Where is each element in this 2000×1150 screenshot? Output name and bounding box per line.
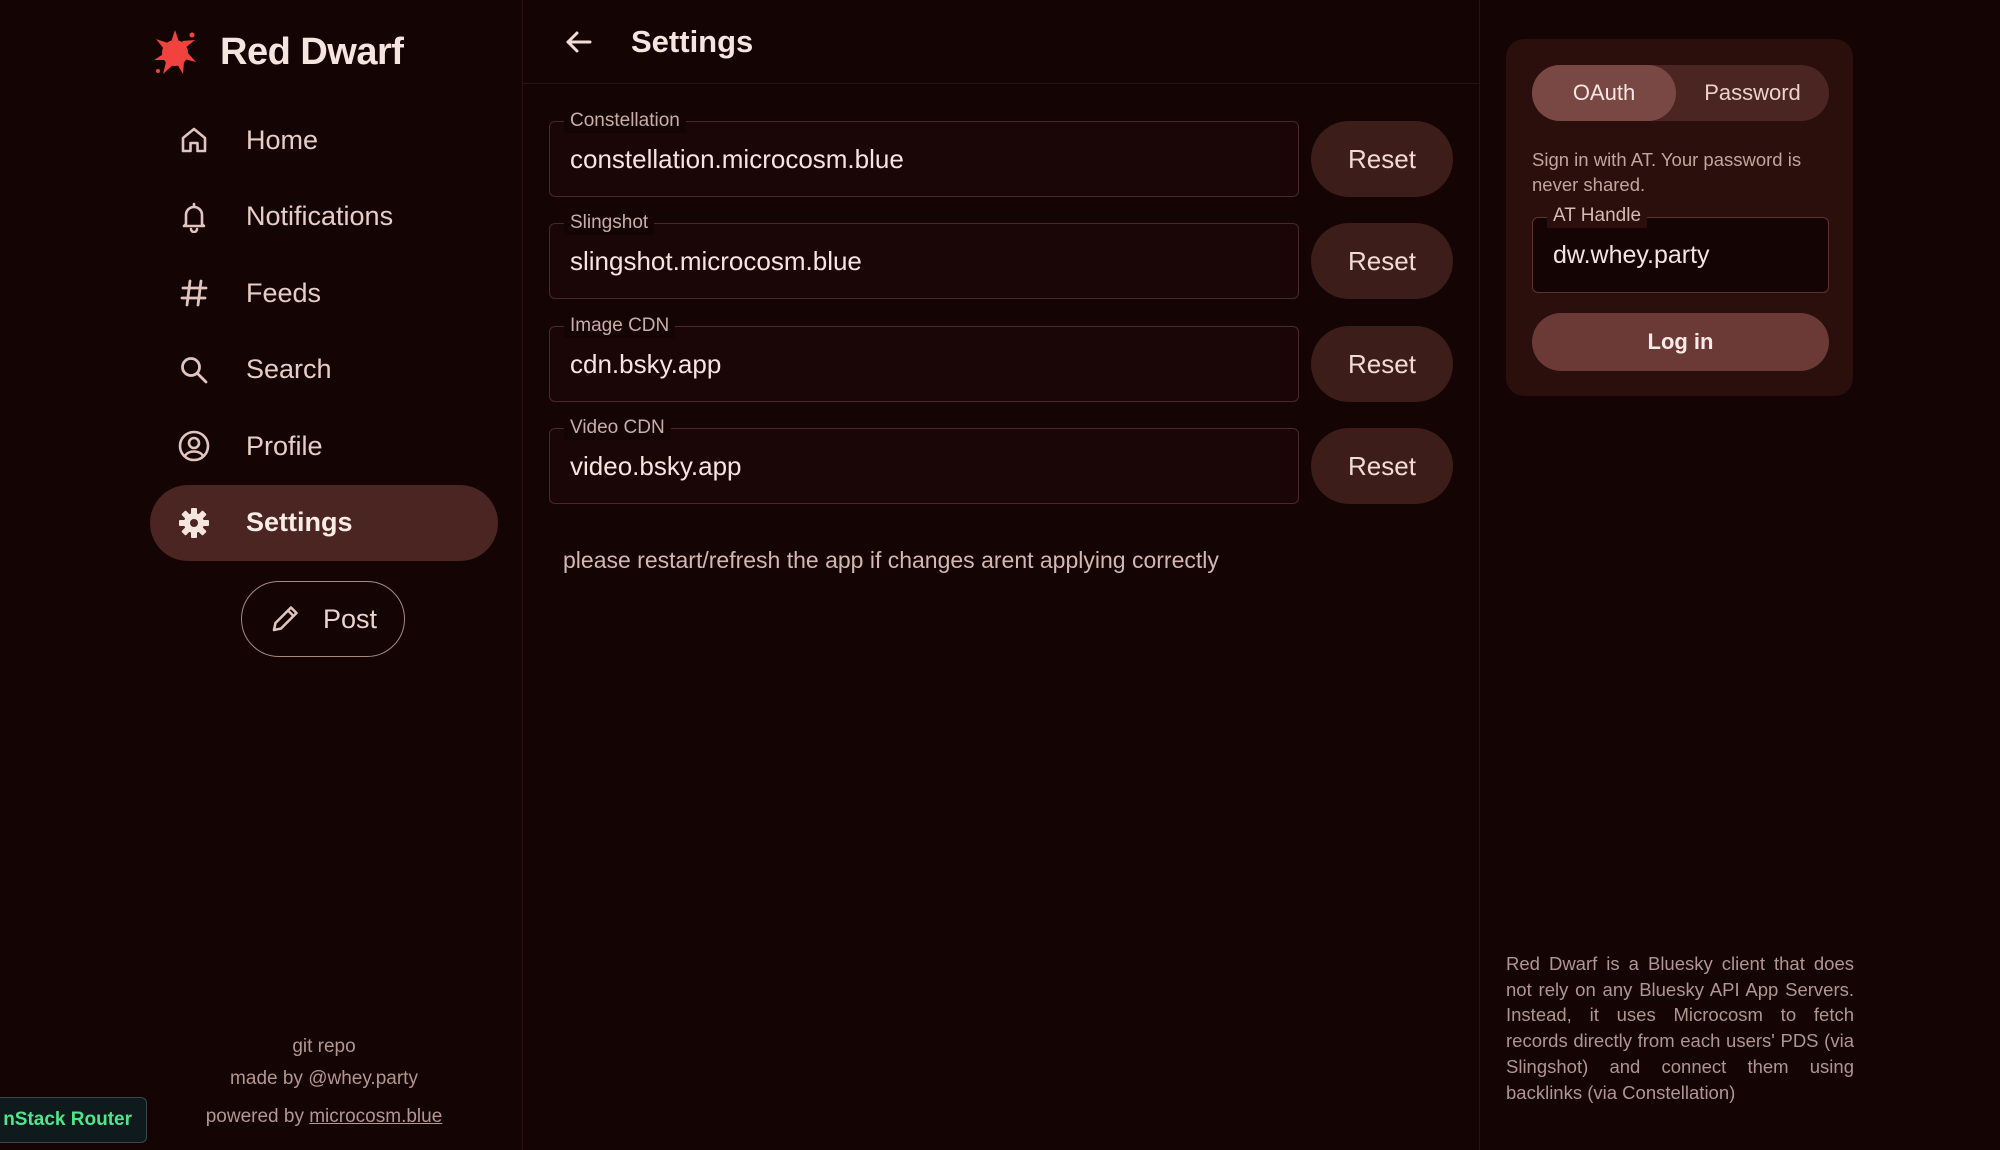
handle-input[interactable]	[1551, 218, 1811, 292]
nav-item-label: Profile	[246, 430, 323, 461]
field-label: Image CDN	[564, 314, 675, 338]
nav-item-label: Settings	[246, 507, 353, 538]
image-cdn-field	[549, 315, 1299, 402]
brand[interactable]	[150, 24, 403, 80]
nav-item-notifications[interactable]	[150, 179, 498, 255]
nav-item-label: Feeds	[246, 277, 322, 308]
setting-row-video-cdn	[549, 417, 1457, 504]
microcosm-link[interactable]: microcosm.blue	[309, 1106, 443, 1127]
nav-item-feeds[interactable]	[150, 255, 498, 331]
sidebar	[0, 0, 523, 1150]
right-panel	[1480, 0, 2000, 1150]
red-star-icon	[150, 27, 200, 77]
brand-name: Red Dwarf	[220, 30, 404, 73]
slingshot-field	[549, 212, 1299, 299]
nav-item-settings[interactable]	[150, 485, 498, 561]
pencil-icon	[269, 601, 303, 638]
reset-button[interactable]: Reset	[1311, 223, 1453, 299]
powered-by-prefix: powered by	[205, 1106, 310, 1127]
login-button[interactable]: Log in	[1532, 313, 1829, 371]
setting-row-image-cdn	[549, 315, 1457, 402]
main-nav	[150, 102, 498, 562]
setting-row-constellation	[549, 110, 1457, 197]
handle-label: AT Handle	[1547, 204, 1647, 228]
video-cdn-field	[549, 417, 1299, 504]
restart-notice: please restart/refresh the app if changes arent applying correctly	[563, 547, 1219, 573]
page-title: Settings	[631, 23, 754, 59]
git-repo-link[interactable]: git repo	[292, 1036, 356, 1057]
image-cdn-input[interactable]	[568, 327, 1268, 401]
powered-by	[150, 1106, 498, 1128]
reset-button[interactable]: Reset	[1311, 121, 1453, 197]
bell-icon	[174, 197, 214, 237]
back-arrow-icon[interactable]	[559, 22, 599, 62]
constellation-input[interactable]	[568, 122, 1268, 196]
made-by-text[interactable]: made by @whey.party	[230, 1068, 418, 1089]
nav-item-search[interactable]	[150, 332, 498, 408]
devtools-router-label: nStack Router	[3, 1109, 132, 1130]
post-button-label: Post	[322, 603, 378, 634]
slingshot-input[interactable]	[568, 224, 1268, 298]
field-label: Constellation	[564, 109, 686, 133]
video-cdn-input[interactable]	[568, 429, 1268, 503]
reset-button[interactable]: Reset	[1311, 326, 1453, 402]
nav-item-label: Notifications	[246, 201, 394, 232]
nav-item-home[interactable]	[150, 102, 498, 178]
gear-icon	[174, 503, 214, 543]
about-text: Red Dwarf is a Bluesky client that does not rely on any Bluesky API App Servers. Instead, it uses Microcosm to fetch records directly from each users' PDS (via Slingshot) and connect them using backlinks (via Constellation)	[1506, 953, 1854, 1103]
hash-icon	[174, 273, 214, 313]
field-label: Video CDN	[564, 416, 671, 440]
login-description: Sign in with AT. Your password is never shared.	[1532, 149, 1802, 195]
devtools-router-badge[interactable]	[0, 1097, 147, 1143]
profile-icon	[174, 426, 214, 466]
home-icon	[174, 120, 214, 160]
constellation-field	[549, 110, 1299, 197]
auth-method-toggle	[1532, 65, 1829, 121]
oauth-tab[interactable]: OAuth	[1532, 65, 1676, 121]
nav-item-label: Search	[246, 354, 332, 385]
reset-button[interactable]: Reset	[1311, 428, 1453, 504]
search-icon	[174, 350, 214, 390]
settings-panel	[523, 0, 1480, 1150]
nav-item-label: Home	[246, 124, 319, 155]
settings-header	[523, 0, 1479, 84]
login-card	[1506, 39, 1853, 396]
password-tab[interactable]: Password	[1704, 80, 1801, 105]
field-label: Slingshot	[564, 211, 654, 235]
post-button[interactable]	[241, 581, 405, 657]
nav-item-profile[interactable]	[150, 408, 498, 484]
setting-row-slingshot	[549, 212, 1457, 299]
handle-field	[1532, 205, 1829, 293]
